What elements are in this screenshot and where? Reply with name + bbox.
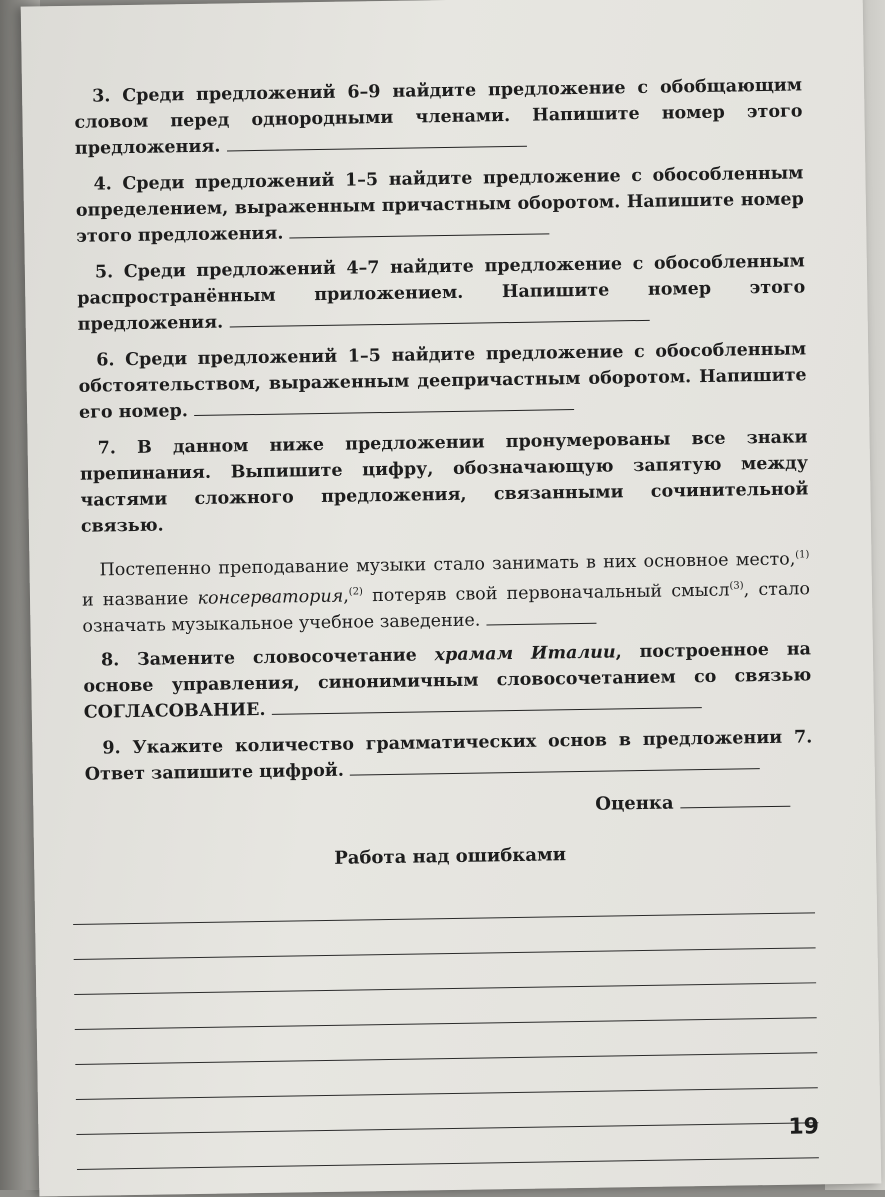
quote-part-1: Постепенно преподавание музыки стало занимать в них основное место, — [99, 549, 796, 581]
task-8 — [83, 636, 812, 725]
task-9 — [84, 724, 813, 787]
task-6 — [78, 336, 807, 425]
task-5 — [77, 248, 806, 337]
punctuation-mark-3: (3) — [729, 580, 744, 592]
task-8-suffix: , построенное на основе управления, синонимичным словосочетанием со связью СОГЛАСОВАНИЕ. — [83, 639, 812, 723]
answer-line-4[interactable] — [289, 218, 549, 238]
task-7 — [79, 424, 809, 539]
task-3 — [74, 72, 803, 161]
example-sentence — [81, 542, 810, 639]
answer-line-3[interactable] — [226, 131, 526, 152]
workbook-page — [21, 0, 882, 1197]
error-work-lines — [87, 878, 819, 1169]
grade-line[interactable] — [680, 790, 790, 808]
task-8-italic: храмам Италии — [434, 642, 616, 665]
section-title: Работа над ошибками — [334, 843, 567, 869]
quote-italic-word: консерватория — [197, 586, 344, 609]
task-3-text: 3. Среди предложений 6–9 найдите предложение с обобщающим словом перед однородными членами. Напишите номер этого предложения. — [74, 75, 803, 159]
task-8-prefix: 8. Замените словосочетание — [100, 644, 435, 671]
quote-part-5: , стало означать музыкальное учебное заведение. — [82, 579, 811, 637]
task-5-text: 5. Среди предложений 4–7 найдите предложение с обособленным распространённым приложением. Напишите номер этого предложения. — [77, 251, 806, 335]
task-4-text: 4. Среди предложений 1–5 найдите предложение с обособленным определением, выраженным причастным оборотом. Напишите номер этого предложения. — [75, 163, 804, 247]
task-9-text: 9. Укажите количество грамматических основ в предложении 7. Ответ запишите цифрой. — [84, 727, 813, 785]
page-content — [74, 72, 819, 1169]
task-7-text: 7. В данном ниже предложении пронумерованы все знаки препинания. Выпишите цифру, обозначающую запятую между частями сложного предложения, связанными сочинительной связью. — [79, 427, 809, 537]
punctuation-mark-2: (2) — [348, 586, 364, 598]
punctuation-mark-1: (1) — [795, 549, 810, 561]
task-6-text: 6. Среди предложений 1–5 найдите предложение с обособленным обстоятельством, выраженным деепричастным оборотом. Напишите его номер. — [78, 339, 807, 423]
task-4 — [75, 160, 804, 249]
answer-line-5[interactable] — [229, 305, 649, 328]
answer-line-7[interactable] — [486, 607, 596, 625]
grade-row — [85, 786, 813, 827]
grade-label: Оценка — [595, 792, 674, 815]
answer-line-9[interactable] — [350, 753, 760, 775]
answer-line-8[interactable] — [271, 692, 701, 715]
page-number: 19 — [788, 1114, 820, 1140]
quote-part-2: и название — [81, 588, 198, 611]
quote-part-4: потеряв свой первоначальный смысл — [362, 580, 730, 607]
answer-line-6[interactable] — [194, 394, 574, 416]
quote-part-3: , — [343, 586, 349, 607]
